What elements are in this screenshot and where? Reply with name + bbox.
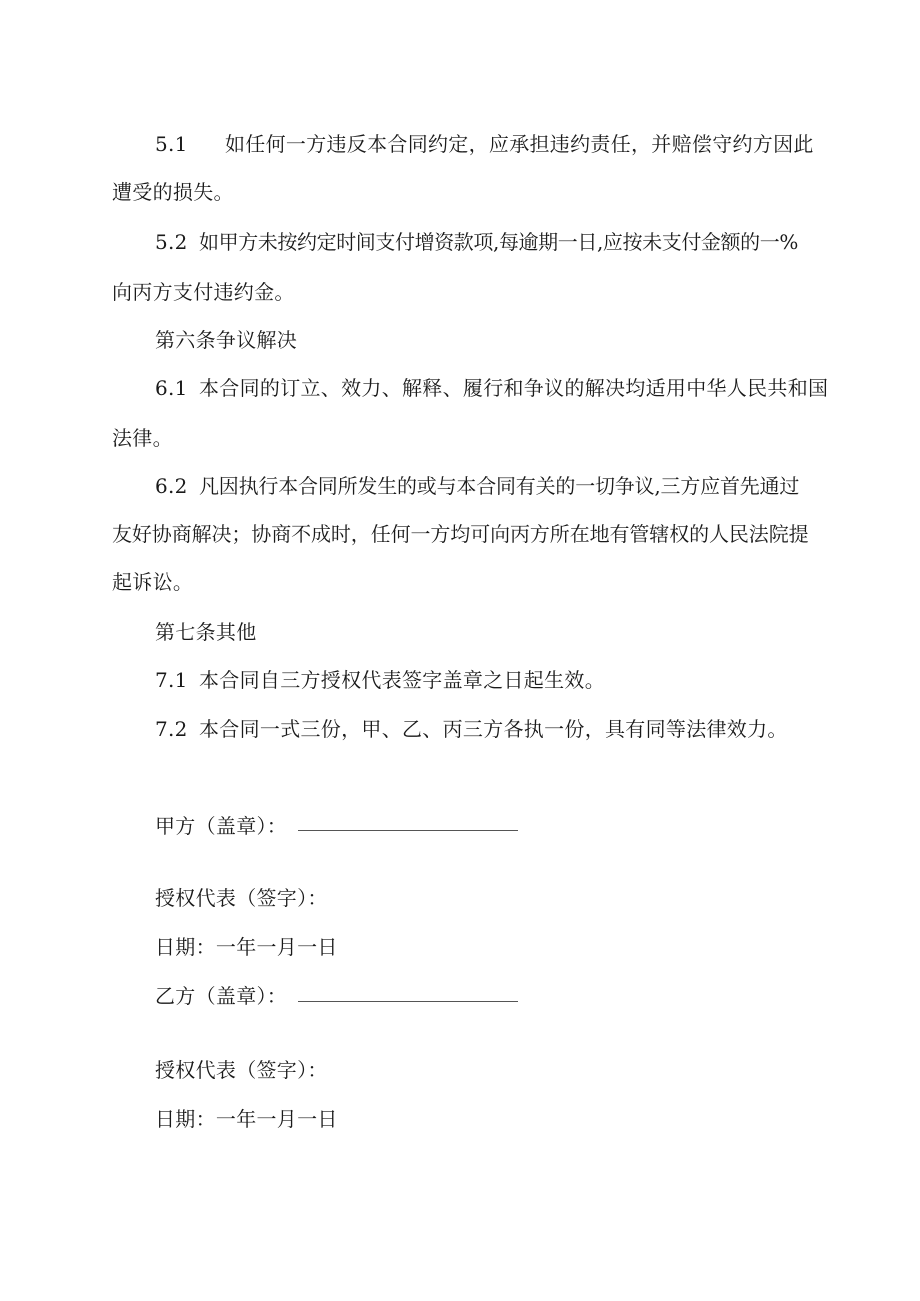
article-6-heading: 第六条争议解决 (155, 328, 298, 352)
clause-number: 7.2 (155, 717, 188, 741)
clause-number: 5.1 (155, 132, 188, 156)
party-b-seal-label: 乙方（盖章）： (155, 984, 288, 1008)
party-a-seal-label: 甲方（盖章）： (155, 814, 288, 838)
party-a-date: 日期：一年一月一日 (155, 935, 338, 959)
party-a-rep-label: 授权代表（签字）： (155, 886, 328, 910)
clause-5-1-line-2: 遭受的损失。 (112, 180, 234, 204)
party-b-date: 日期：一年一月一日 (155, 1107, 338, 1131)
clause-number: 6.1 (155, 376, 188, 400)
party-b-rep-label: 授权代表（签字）： (155, 1058, 328, 1082)
clause-text: 如甲方未按约定时间支付增资款项,每逾期一日,应按未支付金额的一% (199, 230, 798, 254)
clause-7-2 (155, 715, 788, 743)
clause-7-1 (155, 666, 605, 694)
clause-text: 本合同的订立、效力、解释、履行和争议的解决均适用中华人民共和国 (199, 376, 829, 400)
clause-number: 5.2 (155, 230, 188, 254)
clause-5-2-line-2: 向丙方支付违约金。 (112, 280, 295, 304)
clause-number: 6.2 (155, 474, 188, 498)
clause-6-2-line-2: 友好协商解决；协商不成时，任何一方均可向丙方所在地有管辖权的人民法院提 (112, 522, 809, 546)
clause-6-2-line-1 (155, 472, 799, 500)
clause-6-1-line-1 (155, 374, 828, 402)
clause-number: 7.1 (155, 668, 188, 692)
clause-6-1-line-2: 法律。 (112, 426, 173, 450)
article-7-heading: 第七条其他 (155, 620, 257, 644)
clause-5-2-line-1 (155, 228, 798, 256)
clause-6-2-line-3: 起诉讼。 (112, 570, 194, 594)
clause-text: 如任何一方违反本合同约定，应承担违约责任，并赔偿守约方因此 (225, 132, 814, 156)
clause-5-1-line-1 (155, 130, 814, 158)
party-a-seal-line (298, 830, 518, 831)
clause-text: 本合同一式三份，甲、乙、丙三方各执一份，具有同等法律效力。 (199, 717, 788, 741)
party-b-seal-line (298, 1001, 518, 1002)
clause-text: 本合同自三方授权代表签字盖章之日起生效。 (199, 668, 605, 692)
clause-text: 凡因执行本合同所发生的或与本合同有关的一切争议,三方应首先通过 (199, 474, 800, 498)
